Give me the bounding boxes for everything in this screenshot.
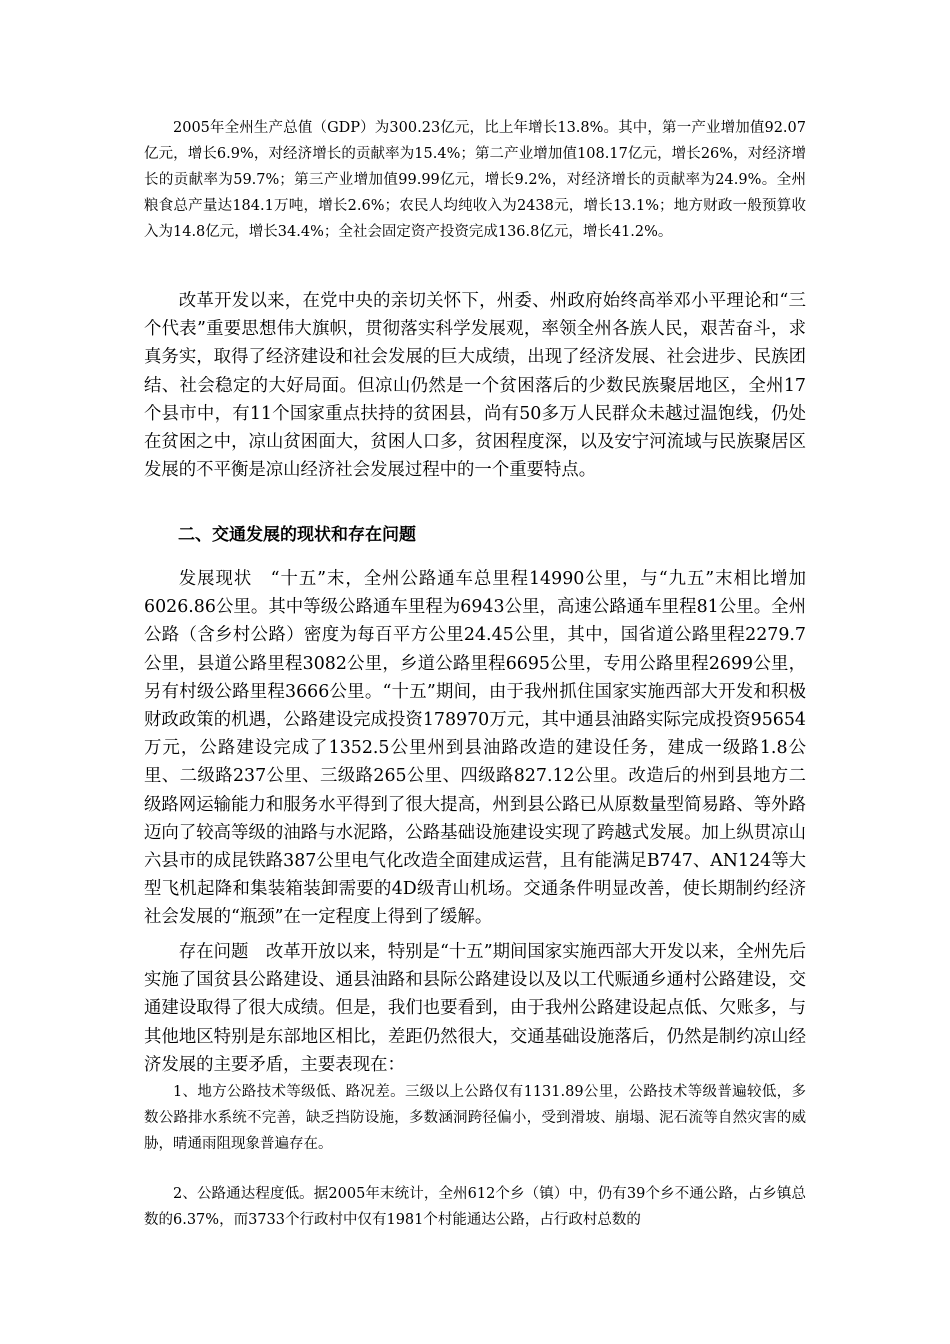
paragraph-development-overview: 改革开发以来，在党中央的亲切关怀下，州委、州政府始终高举邓小平理论和“三个代表”重要思想伟大旗帜，贯彻落实科学发展观，率领全州各族人民，艰苦奋斗，求真务实，取得了经济建设和社会发展的巨大成绩，出现了经济发展、社会进步、民族团结、社会稳定的大好局面。但凉山仍然是一个贫困落后的少数民族聚居地区，全州17个县市中，有11个国家重点扶持的贫困县，尚有50多万人民群众未越过温饱线，仍处在贫困之中，凉山贫困面大，贫困人口多，贫困程度深，以及安宁河流域与民族聚居区发展的不平衡是凉山经济社会发展过程中的一个重要特点。 [144,291,806,481]
section-heading-transport: 二、交通发展的现状和存在问题 [178,525,416,545]
list-item-road-accessibility: 2、公路通达程度低。据2005年末统计，全州612个乡（镇）中，仍有39个乡不通公路，占乡镇总数的6.37%，而3733个行政村中仅有1981个村能通达公路，占行政村总数的 [144,1186,807,1228]
paragraph-current-status: 发展现状 “十五”末，全州公路通车总里程14990公里，与“九五”末相比增加6026.86公里。其中等级公路通车里程为6943公里，高速公路通车里程81公里。全州公路（含乡村公路）密度为每百平方公里24.45公里，其中，国省道公路里程2279.7公里，县道公路里程3082公里，乡道公路里程6695公里，专用公路里程2699公里，另有村级公路里程3666公里。“十五”期间，由于我州抓住国家实施西部大开发和积极财政政策的机遇，公路建设完成投资178970万元，其中通县油路实际完成投资95654万元，公路建设完成了1352.5公里州到县油路改造的建设任务，建成一级路1.8公里、二级路237公里、三级路265公里、四级路827.12公里。改造后的州到县地方二级路网运输能力和服务水平得到了很大提高，州到县公路已从原数量型简易路、等外路迈向了较高等级的油路与水泥路，公路基础设施建设实现了跨越式发展。加上纵贯凉山六县市的成昆铁路387公里电气化改造全面建成运营，且有能满足B747、AN124等大型飞机起降和集装箱装卸需要的4D级青山机场。交通条件明显改善，使长期制约经济社会发展的“瓶颈”在一定程度上得到了缓解。 [144,569,806,928]
paragraph-existing-problems: 存在问题 改革开放以来，特别是“十五”期间国家实施西部大开发以来，全州先后实施了国贫县公路建设、通县油路和县际公路建设以及以工代赈通乡通村公路建设，交通建设取得了很大成绩。但是，我们也要看到，由于我州公路建设起点低、欠账多，与其他地区特别是东部地区相比，差距仍然很大，交通基础设施落后，仍然是制约凉山经济发展的主要矛盾，主要表现在： [144,942,806,1075]
list-item-road-grade: 1、地方公路技术等级低、路况差。三级以上公路仅有1131.89公里，公路技术等级普遍较低，多数公路排水系统不完善，缺乏挡防设施，多数涵洞跨径偏小，受到滑坡、崩塌、泥石流等自然灾害的威胁，晴通雨阻现象普遍存在。 [144,1084,806,1152]
paragraph-economy-2005: 2005年全州生产总值（GDP）为300.23亿元，比上年增长13.8%。其中，第一产业增加值92.07亿元，增长6.9%，对经济增长的贡献率为15.4%；第二产业增加值108.17亿元，增长26%，对经济增长的贡献率为59.7%；第三产业增加值99.99亿元，增长9.2%，对经济增长的贡献率为24.9%。全州粮食总产量达184.1万吨，增长2.6%；农民人均纯收入为2438元，增长13.1%；地方财政一般预算收入为14.8亿元，增长34.4%；全社会固定资产投资完成136.8亿元，增长41.2%。 [144,120,806,240]
